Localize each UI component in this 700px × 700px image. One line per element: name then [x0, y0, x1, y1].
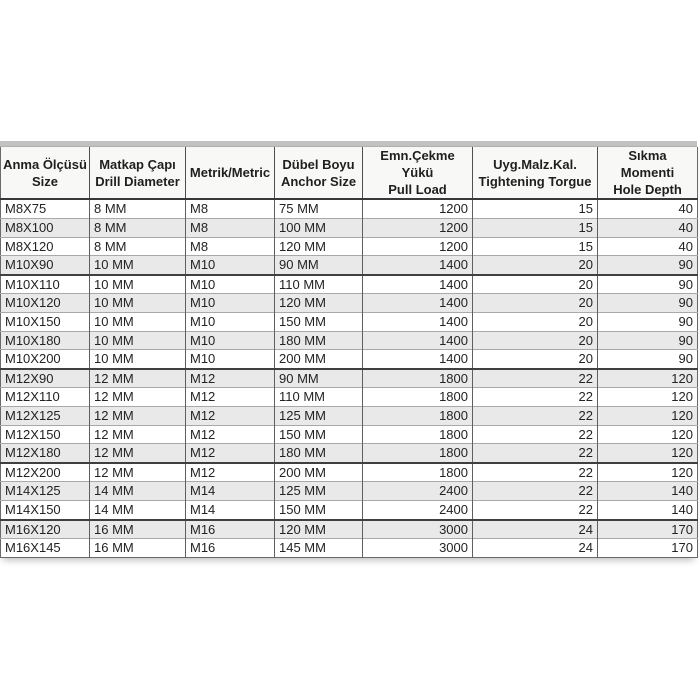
table-cell: 1800 [363, 463, 473, 482]
table-cell: 150 MM [275, 313, 363, 332]
column-header-pull-load [363, 147, 473, 199]
table-cell: M8 [186, 199, 275, 218]
table-cell: 2400 [363, 500, 473, 519]
table-cell: M12X110 [1, 388, 90, 407]
header-line-tr: Emn.Çekme Yükü [380, 148, 455, 181]
table-cell: 15 [473, 199, 598, 218]
table-cell: M10 [186, 331, 275, 350]
table-cell: 20 [473, 275, 598, 294]
table-cell: 150 MM [275, 500, 363, 519]
header-line-en: Drill Diameter [95, 173, 180, 189]
table-cell: 90 [598, 331, 698, 350]
table-cell: 40 [598, 219, 698, 238]
table-cell: 15 [473, 219, 598, 238]
table-cell: 90 MM [275, 369, 363, 388]
table-cell: 14 MM [90, 500, 186, 519]
table-cell: M10X110 [1, 275, 90, 294]
table-cell: 22 [473, 407, 598, 426]
table-cell: 12 MM [90, 388, 186, 407]
table-cell: M14X150 [1, 500, 90, 519]
table-cell: 120 [598, 444, 698, 463]
table-cell: M12 [186, 407, 275, 426]
table-cell: 170 [598, 539, 698, 558]
table-cell: 22 [473, 369, 598, 388]
table-cell: 16 MM [90, 520, 186, 539]
table-row [1, 199, 698, 218]
table-cell: 22 [473, 500, 598, 519]
table-cell: M12X125 [1, 407, 90, 426]
header-line-tr: Anma Ölçüsü [3, 156, 87, 172]
table-row [1, 331, 698, 350]
table-cell: M10X120 [1, 294, 90, 313]
table-row [1, 219, 698, 238]
table-cell: 145 MM [275, 539, 363, 558]
table-cell: 200 MM [275, 350, 363, 369]
table-cell: 14 MM [90, 482, 186, 501]
table-cell: 40 [598, 199, 698, 218]
table-cell: 125 MM [275, 407, 363, 426]
table-cell: 10 MM [90, 350, 186, 369]
column-header-size [1, 147, 90, 199]
table-cell: 120 [598, 407, 698, 426]
table-row [1, 313, 698, 332]
anchor-spec-table [0, 141, 697, 558]
table-cell: 15 [473, 237, 598, 256]
table-cell: M12X90 [1, 369, 90, 388]
table-cell: 120 MM [275, 294, 363, 313]
table-cell: 12 MM [90, 369, 186, 388]
column-header-drill-diameter [90, 147, 186, 199]
table-cell: 10 MM [90, 275, 186, 294]
header-line-tr: Metrik/Metric [189, 165, 271, 181]
table-cell: 1800 [363, 407, 473, 426]
table-cell: 22 [473, 482, 598, 501]
table-cell: 40 [598, 237, 698, 256]
table-cell: 20 [473, 350, 598, 369]
table-cell: 1200 [363, 199, 473, 218]
table-cell: M12 [186, 444, 275, 463]
header-line-en: Anchor Size [280, 173, 357, 189]
column-header-anchor-size [275, 147, 363, 199]
table-row [1, 350, 698, 369]
table-cell: 120 MM [275, 520, 363, 539]
table-cell: M8 [186, 237, 275, 256]
table-cell: 120 [598, 369, 698, 388]
table-cell: M12 [186, 425, 275, 444]
table-cell: 3000 [363, 520, 473, 539]
table-cell: 1400 [363, 294, 473, 313]
table-cell: 10 MM [90, 256, 186, 275]
table-cell: 75 MM [275, 199, 363, 218]
table-row [1, 256, 698, 275]
table-cell: 120 [598, 388, 698, 407]
table-cell: 24 [473, 520, 598, 539]
table-cell: 10 MM [90, 294, 186, 313]
table-cell: 12 MM [90, 407, 186, 426]
table-cell: 12 MM [90, 425, 186, 444]
table-cell: M8 [186, 219, 275, 238]
table-cell: M10X200 [1, 350, 90, 369]
table-row [1, 482, 698, 501]
table-cell: 1200 [363, 237, 473, 256]
table-row [1, 275, 698, 294]
table-row [1, 520, 698, 539]
header-line-tr: Matkap Çapı [99, 156, 176, 172]
header-line-en: Tightening Torgue [478, 173, 592, 189]
header-line-tr: Dübel Boyu [282, 156, 355, 172]
table-cell: M10X90 [1, 256, 90, 275]
header-line-en: Pull Load [388, 182, 447, 198]
table-cell: 1400 [363, 256, 473, 275]
table-cell: 1800 [363, 369, 473, 388]
table-cell: 8 MM [90, 219, 186, 238]
table-cell: 10 MM [90, 331, 186, 350]
column-header-tightening-torque [473, 147, 598, 199]
table-cell: M8X120 [1, 237, 90, 256]
table-cell: M10X150 [1, 313, 90, 332]
table-cell: 10 MM [90, 313, 186, 332]
table-cell: 180 MM [275, 444, 363, 463]
table-cell: 12 MM [90, 444, 186, 463]
table-cell: 100 MM [275, 219, 363, 238]
table-row [1, 237, 698, 256]
table-row [1, 369, 698, 388]
table-cell: M10X180 [1, 331, 90, 350]
table-cell: 125 MM [275, 482, 363, 501]
table-cell: M8X75 [1, 199, 90, 218]
table-cell: M10 [186, 275, 275, 294]
table-cell: 140 [598, 500, 698, 519]
table-cell: M14 [186, 482, 275, 501]
table-cell: 8 MM [90, 237, 186, 256]
table-cell: 20 [473, 313, 598, 332]
table-cell: 90 [598, 256, 698, 275]
table-cell: 90 [598, 294, 698, 313]
table-cell: M12X180 [1, 444, 90, 463]
table-cell: 150 MM [275, 425, 363, 444]
table-cell: 22 [473, 463, 598, 482]
table-cell: 20 [473, 331, 598, 350]
table-cell: 120 [598, 425, 698, 444]
table-cell: M12X150 [1, 425, 90, 444]
header-line-tr: Uyg.Malz.Kal. [493, 156, 577, 172]
spec-table [0, 147, 698, 558]
table-cell: 1400 [363, 275, 473, 294]
table-cell: M16 [186, 539, 275, 558]
spec-table-body [1, 199, 698, 557]
table-cell: M12 [186, 388, 275, 407]
table-cell: M10 [186, 313, 275, 332]
table-cell: M12X200 [1, 463, 90, 482]
table-cell: M16X145 [1, 539, 90, 558]
column-header-hole-depth [598, 147, 698, 199]
table-cell: 90 [598, 350, 698, 369]
header-line-en: Hole Depth [613, 182, 682, 198]
header-line-tr: Sıkma Momenti [620, 148, 675, 181]
table-cell: M10 [186, 294, 275, 313]
table-row [1, 425, 698, 444]
header-line-en: Size [31, 173, 58, 189]
table-cell: 200 MM [275, 463, 363, 482]
table-cell: 120 MM [275, 237, 363, 256]
table-cell: M14 [186, 500, 275, 519]
table-row [1, 294, 698, 313]
table-cell: 20 [473, 294, 598, 313]
table-cell: 90 [598, 313, 698, 332]
table-row [1, 407, 698, 426]
table-cell: M8X100 [1, 219, 90, 238]
table-cell: M16X120 [1, 520, 90, 539]
table-cell: M12 [186, 369, 275, 388]
table-cell: 140 [598, 482, 698, 501]
table-cell: 1800 [363, 444, 473, 463]
table-cell: 170 [598, 520, 698, 539]
table-row [1, 444, 698, 463]
table-cell: 120 [598, 463, 698, 482]
table-cell: 22 [473, 425, 598, 444]
column-header-metric [186, 147, 275, 199]
table-cell: 90 [598, 275, 698, 294]
table-cell: 22 [473, 388, 598, 407]
table-cell: 24 [473, 539, 598, 558]
table-cell: 90 MM [275, 256, 363, 275]
table-row [1, 463, 698, 482]
table-cell: 8 MM [90, 199, 186, 218]
table-cell: 1800 [363, 388, 473, 407]
table-row [1, 539, 698, 558]
table-cell: 22 [473, 444, 598, 463]
table-cell: 1200 [363, 219, 473, 238]
table-cell: M12 [186, 463, 275, 482]
table-cell: M14X125 [1, 482, 90, 501]
table-cell: M16 [186, 520, 275, 539]
table-cell: 1400 [363, 350, 473, 369]
header-row [1, 147, 698, 199]
table-cell: 3000 [363, 539, 473, 558]
table-cell: 180 MM [275, 331, 363, 350]
table-cell: 2400 [363, 482, 473, 501]
table-cell: 1400 [363, 313, 473, 332]
table-cell: M10 [186, 350, 275, 369]
table-cell: 1400 [363, 331, 473, 350]
table-row [1, 388, 698, 407]
table-cell: 110 MM [275, 388, 363, 407]
table-cell: M10 [186, 256, 275, 275]
table-cell: 1800 [363, 425, 473, 444]
table-cell: 16 MM [90, 539, 186, 558]
table-cell: 110 MM [275, 275, 363, 294]
table-row [1, 500, 698, 519]
table-cell: 12 MM [90, 463, 186, 482]
table-cell: 20 [473, 256, 598, 275]
